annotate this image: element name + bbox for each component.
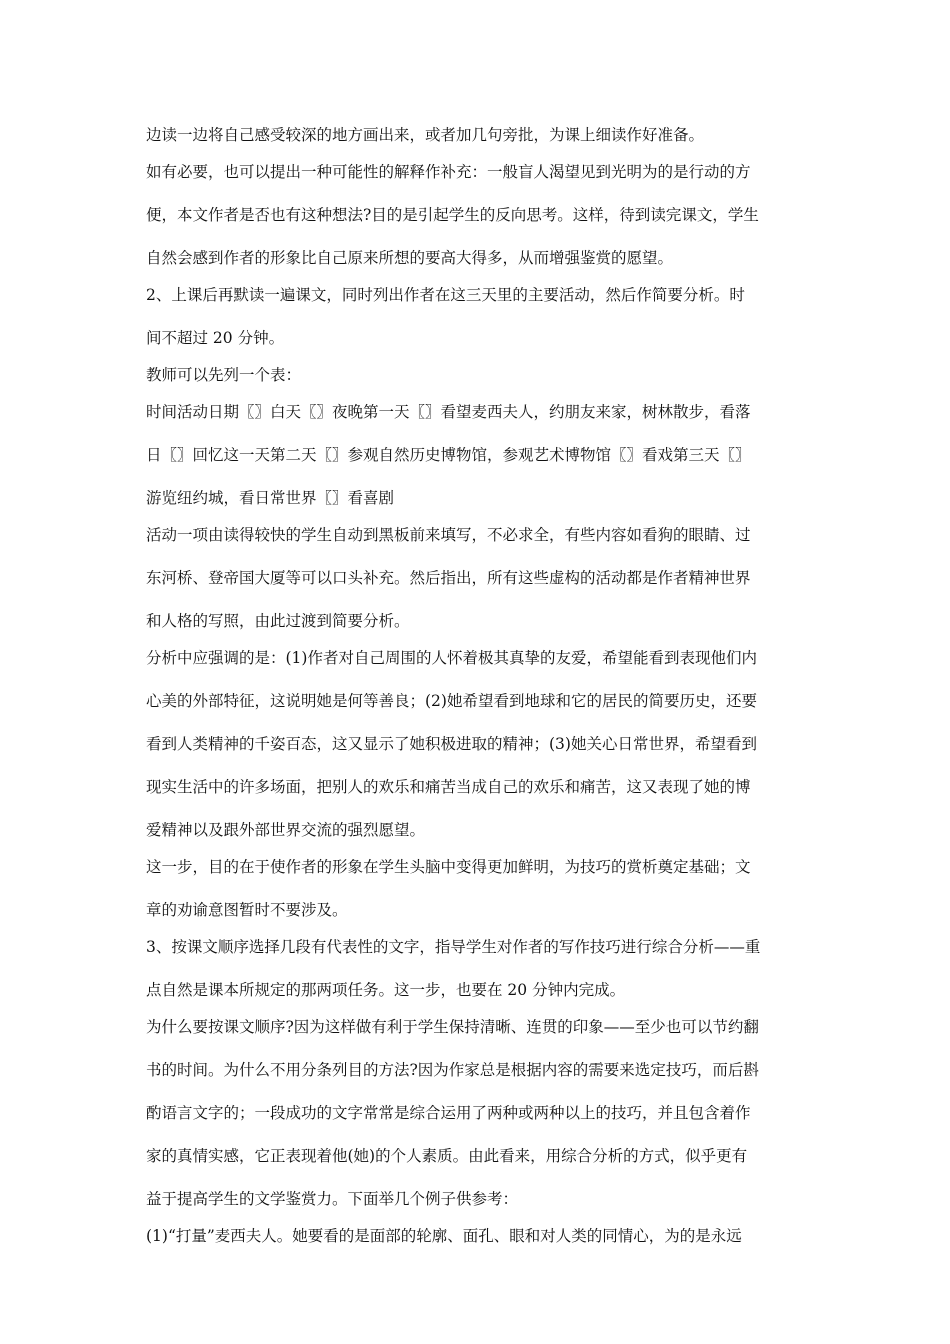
text-line: 间不超过 20 分钟。 — [146, 329, 285, 347]
text-line: 心美的外部特征，这说明她是何等善良；(2)她希望看到地球和它的居民的简要历史，还要 — [146, 692, 757, 710]
text-line: 章的劝谕意图暂时不要涉及。 — [146, 901, 348, 919]
text-line: 家的真情实感，它正表现着他(她)的个人素质。由此看来，用综合分析的方式，似乎更有 — [146, 1147, 748, 1165]
text-line: 3、按课文顺序选择几段有代表性的文字，指导学生对作者的写作技巧进行综合分析——重 — [146, 938, 761, 956]
text-line: 看到人类精神的千姿百态，这又显示了她积极进取的精神；(3)她关心日常世界，希望看到 — [146, 735, 757, 753]
text-line: 游览纽约城，看日常世界〖〗看喜剧 — [146, 489, 395, 507]
text-line: 酌语言文字的；一段成功的文字常常是综合运用了两种或两种以上的技巧，并且包含着作 — [146, 1104, 751, 1122]
text-line: 点自然是课本所规定的那两项任务。这一步，也要在 20 分钟内完成。 — [146, 981, 626, 999]
text-line: 现实生活中的许多场面，把别人的欢乐和痛苦当成自己的欢乐和痛苦，这又表现了她的博 — [146, 778, 751, 796]
text-line: 自然会感到作者的形象比自己原来所想的要高大得多，从而增强鉴赏的愿望。 — [146, 249, 674, 267]
text-line: 2、上课后再默读一遍课文，同时列出作者在这三天里的主要活动，然后作简要分析。时 — [146, 286, 745, 304]
text-line: 这一步，目的在于使作者的形象在学生头脑中变得更加鲜明，为技巧的赏析奠定基础；文 — [146, 858, 751, 876]
text-line: 便，本文作者是否也有这种想法?目的是引起学生的反向思考。这样，待到读完课文，学生 — [146, 206, 759, 224]
document-body — [146, 125, 806, 1246]
text-line: 益于提高学生的文学鉴赏力。下面举几个例子供参考： — [146, 1190, 519, 1208]
text-line: 时间活动日期〖〗白天〖〗夜晚第一天〖〗看望麦西夫人，约朋友来家，树林散步，看落 — [146, 403, 751, 421]
text-line: 分析中应强调的是：(1)作者对自己周围的人怀着极其真挚的友爱，希望能看到表现他们内 — [146, 649, 757, 667]
text-line: 如有必要，也可以提出一种可能性的解释作补充：一般盲人渴望见到光明为的是行动的方 — [146, 163, 751, 181]
text-line: 边读一边将自己感受较深的地方画出来，或者加几句旁批，为课上细读作好准备。 — [146, 126, 705, 144]
text-line: 教师可以先列一个表： — [146, 366, 302, 384]
text-line: 活动一项由读得较快的学生自动到黑板前来填写，不必求全，有些内容如看狗的眼睛、过 — [146, 526, 751, 544]
text-line: 日〖〗回忆这一天第二天〖〗参观自然历史博物馆，参观艺术博物馆〖〗看戏第三天〖〗 — [146, 446, 751, 464]
text-line: 爱精神以及跟外部世界交流的强烈愿望。 — [146, 821, 426, 839]
text-line: 东河桥、登帝国大厦等可以口头补充。然后指出，所有这些虚构的活动都是作者精神世界 — [146, 569, 751, 587]
text-line: 和人格的写照，由此过渡到简要分析。 — [146, 612, 410, 630]
text-line: 为什么要按课文顺序?因为这样做有利于学生保持清晰、连贯的印象——至少也可以节约翻 — [146, 1018, 759, 1036]
text-line: 书的时间。为什么不用分条列目的方法?因为作家总是根据内容的需要来选定技巧，而后斟 — [146, 1061, 759, 1079]
text-line: (1)“打量”麦西夫人。她要看的是面部的轮廓、面孔、眼和对人类的同情心，为的是永远 — [146, 1227, 742, 1245]
